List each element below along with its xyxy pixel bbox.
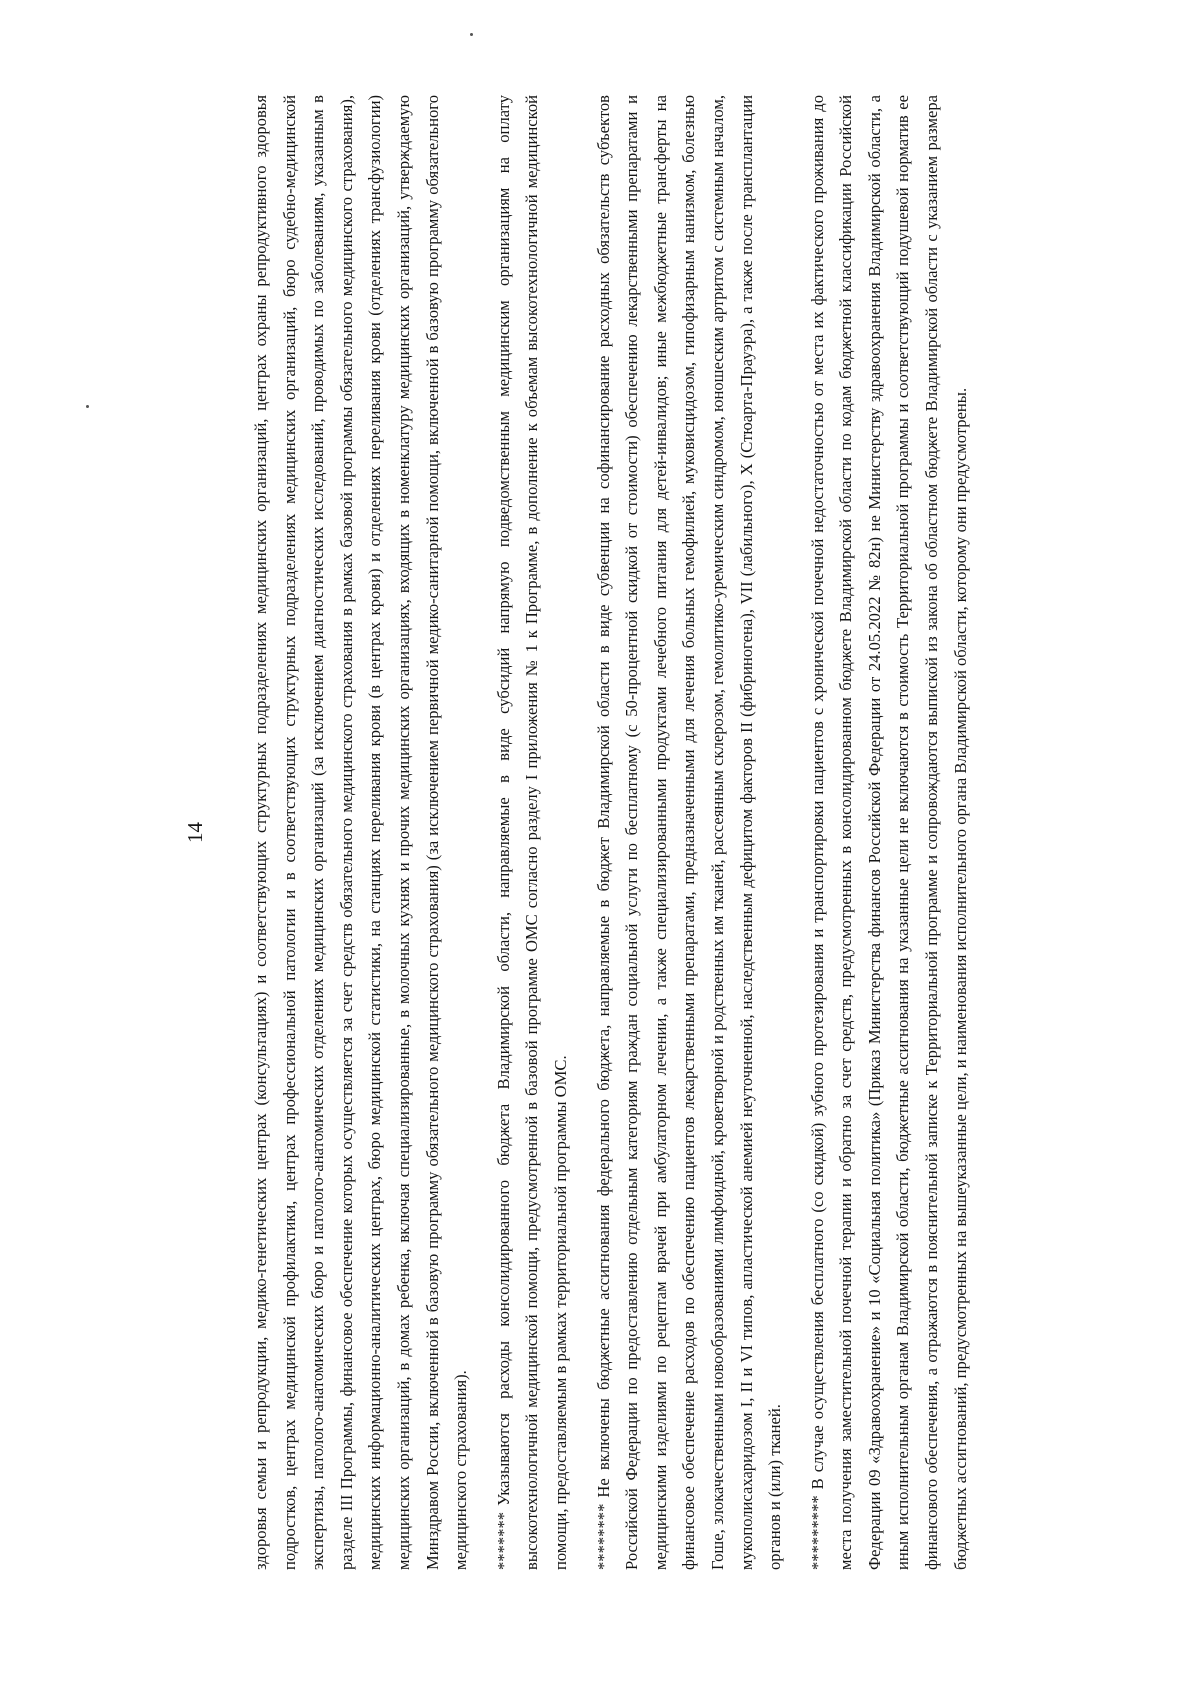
footnote-marker: ******* [493,1511,513,1570]
footnote-marker: ******** [593,1503,613,1570]
footnote-marker: ********* [807,1495,827,1570]
footnote-7-paragraph [490,95,576,1570]
continuation-paragraph [247,95,476,1570]
scan-speck [470,33,473,36]
paragraph-text: Не включены бюджетные ассигнования федерального бюджета, направляемые в бюджет Владимирской области в виде субвенции на софинансирование расходных обязательств субъектов Российской Федерации по предоставлению отдельным категориям граждан социальной услуги по бесплатному (с 50-процентной скидкой от стоимости) обеспечению лекарственными препаратами и медицинскими изделиями по рецептам врачей при амбулаторном лечении, а также специализированными продуктами лечебного питания для детей-инвалидов; иные межбюджетные трансферты на финансовое обеспечение расходов по обеспечению пациентов лекарственными препаратами, предназначенными для лечения больных гемофилией, муковисцидозом, гипофизарным нанизмом, болезнью Гоше, злокачественными новообразованиями лимфоидной, кроветворной и родственных им тканей, рассеянным склерозом, гемолитико-уремическим синдромом, юношеским артритом с системным началом, мукополисахаридозом I, II и VI типов, апластической анемией неуточненной, наследственным дефицитом факторов II (фибриногена), VII (лабильного), X (Стюарта-Прауэра), а также после трансплантации органов и (или) тканей. [593,95,785,1570]
document-body [247,95,975,1570]
page-number: 14 [183,822,207,843]
footnote-8-paragraph [590,95,790,1570]
scan-speck [86,405,89,408]
paragraph-text: В случае осуществления бесплатного (со скидкой) зубного протезирования и транспортировки пациентов с хронической почечной недостаточностью от места их фактического проживания до места получения заместительной почечной терапии и обратно за счет средств, предусмотренных в консолидированном бюджете Владимирской области по кодам бюджетной классификации Российской Федерации 09 «Здравоохранение» и 10 «Социальная политика» (Приказ Министерства финансов Российской Федерации от 24.05.2022 № 82н) не Министерству здравоохранения Владимирской области, а иным исполнительным органам Владимирской области, бюджетные ассигнования на указанные цели не включаются в стоимость Территориальной программы и соответствующий подушевой норматив ее финансового обеспечения, а отражаются в пояснительной записке к Территориальной программе и сопровождаются выпиской из закона об областном бюджете Владимирской области с указанием размера бюджетных ассигнований, предусмотренных на вышеуказанные цели, и наименования исполнительного органа Владимирской области, которому они предусмотрены. [807,95,970,1570]
rotated-text-sheet [183,95,1043,1570]
paragraph-text: Указываются расходы консолидированного бюджета Владимирской области, направляемые в виде субсидий напрямую подведомственным медицинским организациям на оплату высокотехнологичной медицинской помощи, предусмотренной в базовой программе ОМС согласно разделу I приложения № 1 к Программе, в дополнение к объемам высокотехнологичной медицинской помощи, предоставляемым в рамках территориальной программы ОМС. [493,95,570,1570]
paragraph-text: здоровья семьи и репродукции, медико-генетических центрах (консультациях) и соответствующих структурных подразделениях медицинских организаций, центрах охраны репродуктивного здоровья подростков, центрах медицинской профилактики, центрах профессиональной патологии и в соответствующих структурных подразделениях медицинских организаций, бюро судебно-медицинской экспертизы, патолого-анатомических бюро и патолого-анатомических отделениях медицинских организаций (за исключением диагностических исследований, проводимых по заболеваниям, указанным в разделе III Программы, финансовое обеспечение которых осуществляется за счет средств обязательного медицинского страхования в рамках базовой программы обязательного медицинского страхования), медицинских информационно-аналитических центрах, бюро медицинской статистики, на станциях переливания крови (в центрах крови) и отделениях переливания крови (отделениях трансфузиологии) медицинских организаций, в домах ребенка, включая специализированные, в молочных кухнях и прочих медицинских организациях, входящих в номенклатуру медицинских организаций, утверждаемую Минздравом России, включенной в базовую программу обязательного медицинского страхования) (за исключением первичной медико-санитарной помощи, включенной в базовую программу обязательного медицинского страхования). [251,95,471,1570]
footnote-9-paragraph [804,95,976,1570]
